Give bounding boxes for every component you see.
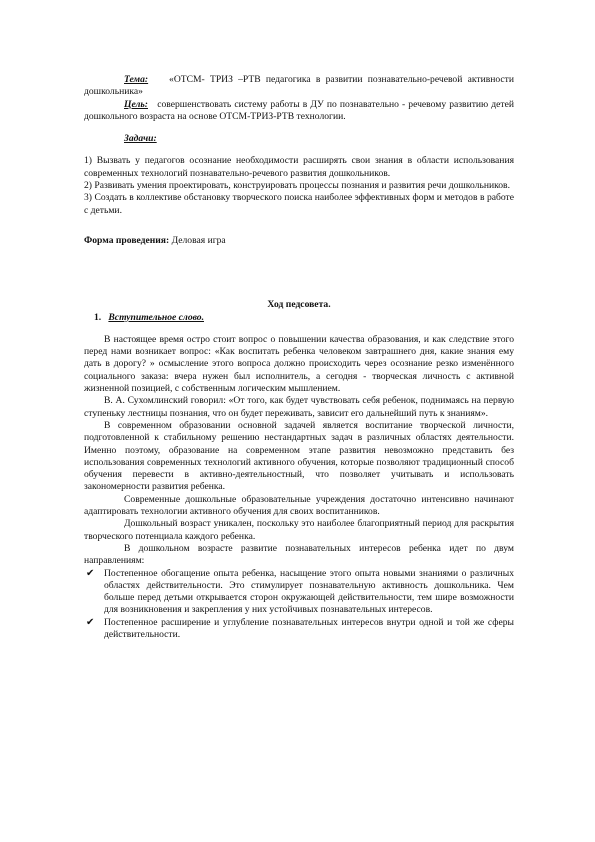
- section-item-number: 1.: [94, 311, 102, 323]
- task-item: 1) Вызвать у педагогов осознание необходимости расширять свои знания в области использования современных технологий познавательно-речевого развития дошкольников.: [84, 155, 514, 179]
- section-item-title: Вступительное слово.: [108, 311, 204, 323]
- form-line: [84, 235, 514, 247]
- topic-label: Тема:: [124, 74, 149, 85]
- task-item: 2) Развивать умения проектировать, конструировать процессы познания и развития речи дошкольников.: [84, 180, 510, 192]
- goal-label: Цель:: [124, 98, 148, 110]
- task-item: 3) Создать в коллективе обстановку творческого поиска наиболее эффективных форм и методов в работе с детьми.: [84, 192, 514, 216]
- list-item-text: Постепенное обогащение опыта ребенка, насыщение этого опыта новыми знаниями о различных областях действительности. Это стимулирует познавательную активность дошкольника. Чем больше перед детьми открывается сторон окружающей действительности, тем шире возможности для возникновения и закрепления у них устойчивых познавательных интересов.: [104, 567, 514, 616]
- list-item-text: Постепенное расширение и углубление познавательных интересов внутри одной и той же сферы действительности.: [104, 616, 514, 640]
- goal-text: совершенствовать систему работы в ДУ по познавательно - речевому развитию детей дошкольного возраста на основе ОТСМ-ТРИЗ-РТВ технологии.: [84, 98, 514, 122]
- tasks-label: Задачи:: [124, 133, 157, 145]
- tasks-heading: [84, 133, 514, 145]
- form-value: Деловая игра: [171, 234, 226, 246]
- goal-line: [84, 99, 514, 124]
- bullet-list: [84, 568, 514, 642]
- check-icon: ✔: [86, 616, 95, 628]
- section-title: Ход педсовета.: [267, 299, 331, 311]
- paragraph: В. А. Сухомлинский говорил: «От того, как будет чувствовать себя ребенок, поднимаясь на первую ступеньку лестницы познания, что он будет переживать, зависит его дальнейший путь к знаниям».: [84, 395, 514, 419]
- paragraph: Дошкольный возраст уникален, поскольку это наиболее благоприятный период для раскрытия творческого потенциала каждого ребенка.: [84, 518, 514, 542]
- topic-text: «ОТСМ- ТРИЗ –РТВ педагогика в развитии познавательно-речевой активности дошкольника»: [84, 74, 514, 98]
- check-icon: ✔: [86, 567, 95, 579]
- paragraph: Современные дошкольные образовательные учреждения достаточно интенсивно начинают адаптировать технологии активного обучения для своих воспитанников.: [84, 493, 514, 518]
- section-item: [84, 312, 514, 324]
- paragraph: В дошкольном возрасте развитие познавательных интересов ребенка идет по двум направлениям:: [84, 542, 514, 567]
- paragraph: В современном образовании основной задачей является воспитание творческой личности, подготовленной к стабильному решению нестандартных задач в различных областях деятельности. Именно поэтому, образование на современном этапе развития невозможно представить без использования современных технологий активного обучения, которые позволяют традиционный способ обучения перевести в активно-деятельностный, что позволяет учитывать и использовать закономерности развития ребенка.: [84, 419, 514, 493]
- list-item: [84, 617, 514, 642]
- paragraph: В настоящее время остро стоит вопрос о повышении качества образования, и как следствие этого перед нами возникает вопрос: «Как воспитать ребенка человеком завтрашнего дня, какие знания ему дать в дорогу? » осмысление этого вопроса должно происходить через осознание резко изменённого социального заказа: вчера нужен был исполнитель, а сегодня - творческая личность с активной жизненной позицией, с собственным логическим мышлением.: [84, 333, 514, 395]
- topic-line: [84, 74, 514, 99]
- document-page: [84, 74, 514, 641]
- form-label: Форма проведения:: [84, 234, 170, 246]
- list-item: [84, 568, 514, 617]
